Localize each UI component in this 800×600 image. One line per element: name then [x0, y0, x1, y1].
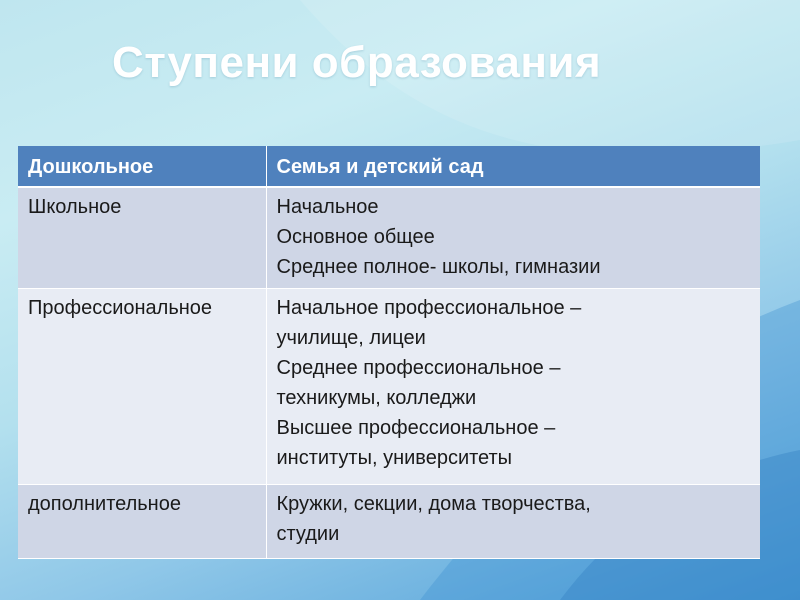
slide-title: Ступени образования	[112, 38, 602, 87]
education-levels-table	[18, 146, 760, 559]
table-row	[18, 289, 760, 485]
desc-line: Начальное профессиональное –	[276, 297, 582, 319]
table-row	[18, 485, 760, 559]
desc-line: Начальное	[276, 196, 379, 218]
desc-line: Среднее профессиональное –	[276, 357, 561, 379]
level-cell: Профессиональное	[18, 289, 266, 485]
desc-line: училище, лицеи	[276, 327, 426, 349]
header-level-cell: Дошкольное	[18, 146, 266, 187]
desc-line: Высшее профессиональное –	[276, 417, 556, 439]
header-desc-cell: Семья и детский сад	[266, 146, 760, 187]
desc-cell	[266, 187, 760, 289]
desc-line: Кружки, секции, дома творчества,	[276, 493, 591, 515]
desc-cell	[266, 289, 760, 485]
desc-cell	[266, 485, 760, 559]
table-row	[18, 187, 760, 289]
desc-line: Среднее полное- школы, гимназии	[276, 256, 601, 278]
desc-line: Основное общее	[276, 226, 435, 248]
level-cell: Школьное	[18, 187, 266, 289]
desc-line: институты, университеты	[276, 447, 513, 469]
desc-line: техникумы, колледжи	[276, 387, 477, 409]
table-header-row	[18, 146, 760, 187]
desc-line: студии	[276, 523, 340, 545]
level-cell: дополнительное	[18, 485, 266, 559]
